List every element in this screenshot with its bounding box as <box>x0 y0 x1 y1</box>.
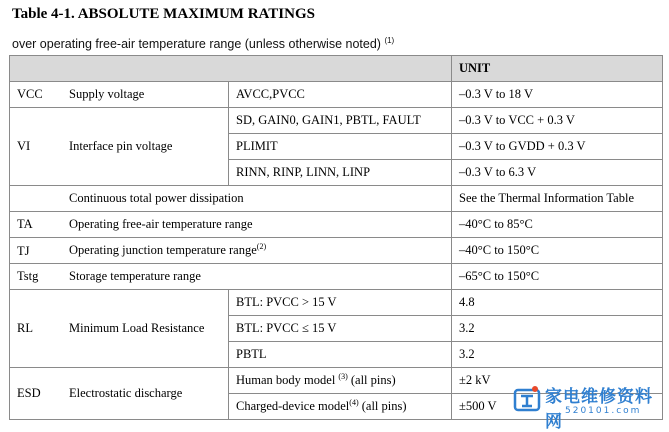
row-name: Supply voltage <box>69 87 145 101</box>
param-cell <box>10 238 452 264</box>
unit-cell: ±500 V <box>452 394 663 420</box>
row-name: Minimum Load Resistance <box>69 321 205 335</box>
condition-suffix: (all pins) <box>361 399 407 414</box>
subtitle-footnote: (1) <box>384 36 395 45</box>
table-row <box>10 290 663 316</box>
table-title: Table 4-1. ABSOLUTE MAXIMUM RATINGS <box>12 6 315 22</box>
row-symbol: VI <box>17 139 31 153</box>
unit-cell: 4.8 <box>452 290 663 316</box>
param-cell <box>10 368 229 420</box>
row-name <box>69 242 266 258</box>
row-footnote: (2) <box>256 242 267 252</box>
condition-text: Human body model <box>236 373 336 388</box>
unit-cell: See the Thermal Information Table <box>452 186 663 212</box>
row-symbol: TA <box>17 217 33 231</box>
table-subtitle <box>12 36 394 51</box>
condition-cell: BTL: PVCC ≤ 15 V <box>229 316 452 342</box>
row-name: Interface pin voltage <box>69 139 173 153</box>
unit-cell: 3.2 <box>452 316 663 342</box>
watermark <box>513 380 663 432</box>
unit-cell: –40°C to 85°C <box>452 212 663 238</box>
param-cell <box>10 186 452 212</box>
watermark-url: 520101.com <box>565 406 642 416</box>
unit-cell: 3.2 <box>452 342 663 368</box>
param-cell <box>10 264 452 290</box>
row-name: Electrostatic discharge <box>69 386 183 400</box>
table-row <box>10 264 663 290</box>
header-unit: UNIT <box>452 56 663 82</box>
param-cell <box>10 290 229 368</box>
header-blank <box>10 56 452 82</box>
watermark-logo-icon <box>513 384 541 414</box>
param-cell <box>10 82 229 108</box>
row-symbol: TJ <box>17 243 30 258</box>
ratings-table <box>9 55 663 420</box>
unit-cell: –40°C to 150°C <box>452 238 663 264</box>
row-symbol: Tstg <box>17 269 39 283</box>
param-cell <box>10 108 229 186</box>
condition-suffix: (all pins) <box>350 373 396 388</box>
row-name: Storage temperature range <box>69 269 201 283</box>
table-row <box>10 212 663 238</box>
unit-cell: –0.3 V to 6.3 V <box>452 160 663 186</box>
table-row <box>10 82 663 108</box>
condition-cell: AVCC,PVCC <box>229 82 452 108</box>
condition-cell <box>229 394 452 420</box>
row-symbol: RL <box>17 321 33 335</box>
condition-text: Charged-device model <box>236 399 350 414</box>
unit-cell: –0.3 V to 18 V <box>452 82 663 108</box>
row-name-text: Operating junction temperature range <box>69 243 257 258</box>
watermark-text: 家电维修资料网 <box>545 387 653 432</box>
condition-cell <box>229 368 452 394</box>
table-header-row <box>10 56 663 82</box>
unit-cell: –0.3 V to GVDD + 0.3 V <box>452 134 663 160</box>
condition-cell: BTL: PVCC > 15 V <box>229 290 452 316</box>
row-symbol: ESD <box>17 386 41 400</box>
condition-cell: RINN, RINP, LINN, LINP <box>229 160 452 186</box>
condition-cell: PLIMIT <box>229 134 452 160</box>
row-name: Continuous total power dissipation <box>69 191 244 205</box>
condition-footnote: (4) <box>349 398 359 408</box>
param-cell <box>10 212 452 238</box>
table-row <box>10 108 663 134</box>
row-symbol: VCC <box>17 87 43 101</box>
row-name: Operating free-air temperature range <box>69 217 253 231</box>
table-row <box>10 238 663 264</box>
condition-cell: SD, GAIN0, GAIN1, PBTL, FAULT <box>229 108 452 134</box>
subtitle-text: over operating free-air temperature range (unless otherwise noted) <box>12 37 381 52</box>
unit-cell: –65°C to 150°C <box>452 264 663 290</box>
condition-footnote: (3) <box>338 372 348 382</box>
table-row <box>10 186 663 212</box>
unit-cell: –0.3 V to VCC + 0.3 V <box>452 108 663 134</box>
condition-cell: PBTL <box>229 342 452 368</box>
unit-cell: ±2 kV <box>452 368 663 394</box>
